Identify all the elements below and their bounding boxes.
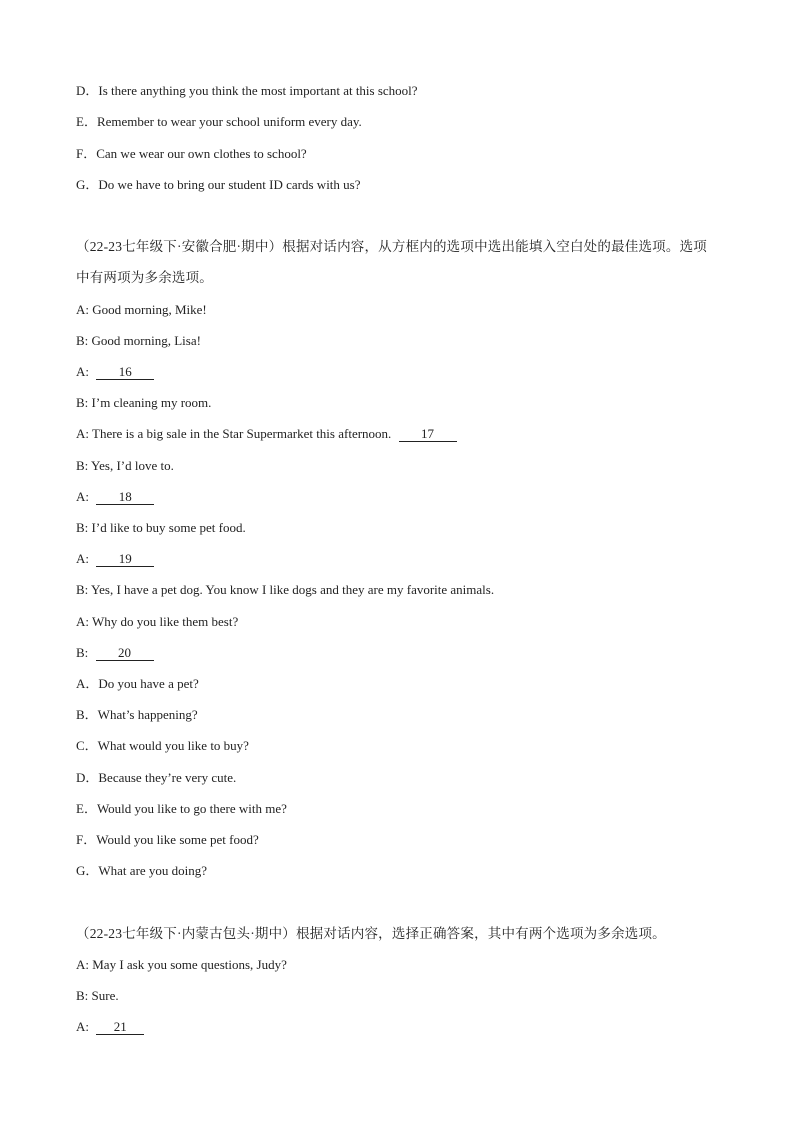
section-heading: （22-23七年级下·内蒙古包头·期中）根据对话内容，选择正确答案，其中有两个选项为多余选项。: [76, 926, 666, 941]
option-letter: G．: [76, 863, 99, 878]
answer-blank[interactable]: 18: [96, 490, 154, 505]
option-text: Because they’re very cute.: [98, 770, 237, 785]
option-text: What would you like to buy?: [97, 738, 249, 753]
option-letter: E．: [76, 801, 97, 816]
answer-blank[interactable]: 19: [96, 552, 154, 567]
option-d: [76, 770, 236, 786]
option-a: [76, 676, 199, 692]
dialogue-line: A: 18: [76, 489, 154, 505]
option-letter: F．: [76, 146, 97, 161]
option-text: Can we wear our own clothes to school?: [96, 146, 307, 161]
option-f: [76, 146, 307, 162]
option-letter: D．: [76, 83, 99, 98]
dialogue-line: A: There is a big sale in the Star Supermarket this afternoon. 17: [76, 426, 457, 442]
dialogue-line: A: 19: [76, 551, 154, 567]
dialogue-line: B: 20: [76, 645, 154, 661]
option-text: Would you like to go there with me?: [96, 801, 287, 816]
dialogue-line: B: I’m cleaning my room.: [76, 395, 212, 410]
option-text: Is there anything you think the most important at this school?: [98, 83, 418, 98]
dialogue-line: B: Yes, I’d love to.: [76, 458, 174, 473]
option-letter: B．: [76, 707, 98, 722]
dialogue-line: A: May I ask you some questions, Judy?: [76, 957, 287, 972]
option-g: [76, 863, 207, 879]
option-text: Remember to wear your school uniform every day.: [96, 114, 362, 129]
dialogue-line: A: Good morning, Mike!: [76, 302, 207, 317]
section-heading-cont: 中有两项为多余选项。: [76, 270, 213, 285]
dialogue-line: B: I’d like to buy some pet food.: [76, 520, 246, 535]
option-letter: A．: [76, 676, 99, 691]
answer-blank[interactable]: 20: [96, 646, 154, 661]
option-e: [76, 114, 362, 130]
option-letter: F．: [76, 832, 97, 847]
option-text: What are you doing?: [98, 863, 208, 878]
answer-blank[interactable]: 16: [96, 365, 154, 380]
dialogue-line: B: Good morning, Lisa!: [76, 333, 201, 348]
option-e: [76, 801, 287, 817]
option-letter: G．: [76, 177, 99, 192]
dialogue-line: A: 21: [76, 1019, 144, 1035]
answer-blank[interactable]: 21: [96, 1020, 144, 1035]
answer-blank[interactable]: 17: [399, 427, 457, 442]
option-b: [76, 707, 198, 723]
dialogue-line: A: 16: [76, 364, 154, 380]
option-f: [76, 832, 259, 848]
section-heading: （22-23七年级下·安徽合肥·期中）根据对话内容，从方框内的选项中选出能填入空白处的最佳选项。选项: [76, 239, 707, 254]
option-letter: C．: [76, 738, 98, 753]
option-g: [76, 177, 361, 193]
option-text: Do we have to bring our student ID cards with us?: [98, 177, 361, 192]
option-d: [76, 83, 418, 99]
option-text: What’s happening?: [97, 707, 198, 722]
dialogue-line: B: Sure.: [76, 988, 119, 1003]
option-text: Do you have a pet?: [98, 676, 199, 691]
dialogue-line: B: Yes, I have a pet dog. You know I like dogs and they are my favorite animals.: [76, 582, 495, 597]
option-c: [76, 738, 249, 754]
option-letter: D．: [76, 770, 99, 785]
dialogue-line: A: Why do you like them best?: [76, 614, 239, 629]
option-letter: E．: [76, 114, 97, 129]
option-text: Would you like some pet food?: [96, 832, 259, 847]
